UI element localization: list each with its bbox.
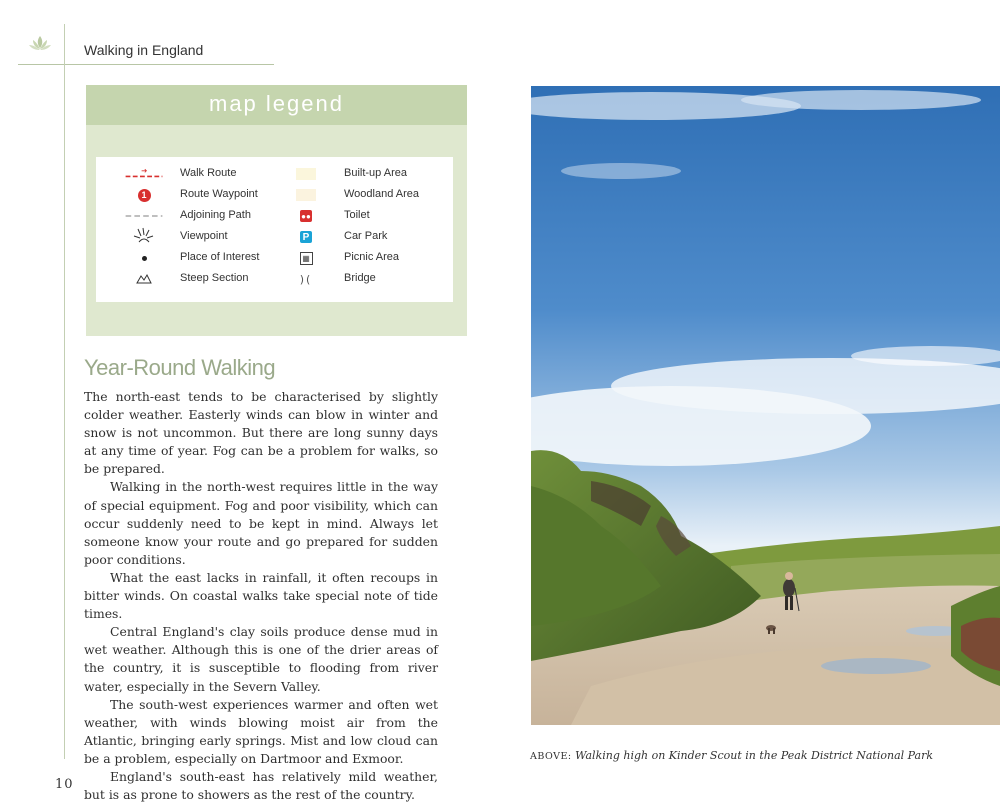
section-heading: Year-Round Walking [84, 355, 276, 380]
paragraph: The north-east tends to be characterised by slightly colder weather. Easterly winds can blow in winter and snow is not uncommon. But there are long sunny days at any time of year. Fog can be a problem for walks, so be prepared. [84, 389, 438, 477]
legend-title-band [86, 85, 467, 125]
legend-label: Place of Interest [180, 251, 260, 263]
picnic-area-icon: ▦ [286, 249, 326, 267]
legend-label: Bridge [344, 272, 376, 284]
paragraph: Walking in the north-west requires little in the way of special equipment. Fog and poor visibility, which can occur suddenly need to be kept in mind. Always let someone know your route and go prepared for sudden poor conditions. [84, 479, 438, 567]
paragraph: Central England's clay soils produce dense mud in wet weather. Although this is one of the drier areas of the country, it is susceptible to flooding from river water, especially in the Severn Valley. [84, 624, 438, 694]
car-park-icon [286, 228, 326, 246]
legend-label: Toilet [344, 209, 370, 221]
legend-label: Picnic Area [344, 251, 400, 263]
walk-route-icon [124, 165, 164, 183]
waypoint-symbol: 1 [138, 189, 151, 202]
running-head: Walking in England [84, 42, 204, 58]
legend-label: Built-up Area [344, 167, 407, 179]
caption-text: Walking high on Kinder Scout in the Peak District National Park [575, 749, 934, 762]
built-up-area-icon [286, 165, 326, 183]
body-text [84, 388, 438, 804]
legend-label: Adjoining Path [180, 209, 251, 221]
toilet-icon: ●● [301, 211, 311, 221]
landscape-photo [531, 86, 1000, 725]
legend-label: Viewpoint [180, 230, 228, 242]
place-of-interest-icon [124, 249, 164, 267]
caption-lead: ABOVE: [530, 751, 572, 762]
page-number: 10 [55, 777, 74, 792]
paragraph: The south-west experiences warmer and often wet weather, with winds blowing moist air from the Atlantic, bringing early springs. Mist and low cloud can be a problem, especially on Dartmoor and Exmoor. [84, 696, 438, 766]
margin-rule [64, 24, 65, 759]
car-park-symbol: P [300, 231, 312, 243]
steep-section-icon [124, 270, 164, 288]
legend-label: Car Park [344, 230, 388, 242]
legend-panel [96, 157, 453, 302]
viewpoint-icon [124, 228, 164, 246]
bridge-icon [286, 270, 326, 288]
header-rule [18, 64, 274, 65]
bridge-symbol: )( [299, 272, 313, 286]
legend-label: Steep Section [180, 272, 249, 284]
woodland-area-icon [286, 186, 326, 204]
legend-title: map legend [209, 91, 344, 116]
legend-label: Walk Route [180, 167, 237, 179]
lotus-icon [28, 34, 52, 52]
route-waypoint-icon [124, 186, 164, 204]
legend-label: Woodland Area [344, 188, 420, 200]
paragraph: England's south-east has relatively mild weather, but is as prone to showers as the rest of the country. [84, 768, 438, 803]
adjoining-path-icon [124, 207, 164, 225]
paragraph: What the east lacks in rainfall, it often recoups in bitter winds. On coastal walks take special note of tide times. [84, 569, 438, 622]
legend-label: Route Waypoint [180, 188, 258, 200]
photo-caption [530, 749, 933, 762]
map-legend [86, 85, 467, 336]
